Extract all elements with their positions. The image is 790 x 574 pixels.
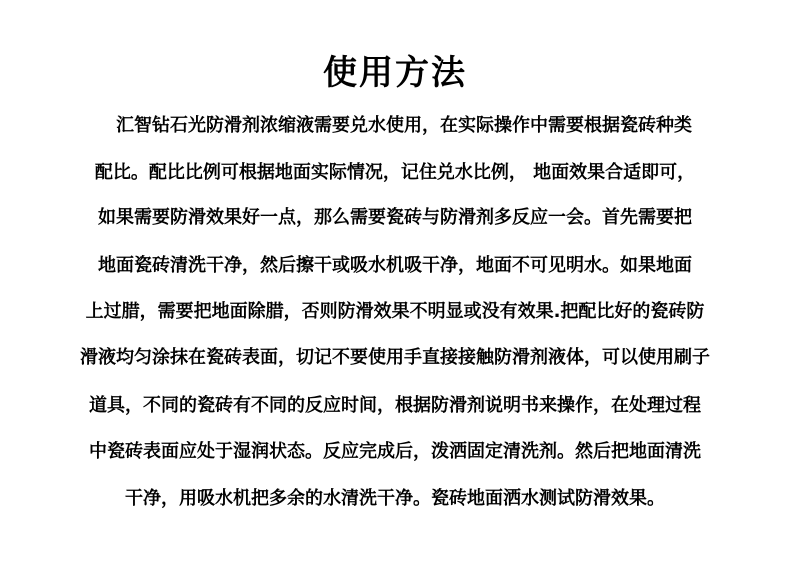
paragraph-line-3: 如果需要防滑效果好一点，那么需要瓷砖与防滑剂多反应一会。首先需要把 bbox=[98, 207, 692, 228]
paragraph-line-6: 滑液均匀涂抹在瓷砖表面，切记不要使用手直接接触防滑剂液体，可以使用刷子 bbox=[80, 347, 710, 368]
paragraph-line-4: 地面瓷砖清洗干净，然后擦干或吸水机吸干净，地面不可见明水。如果地面 bbox=[98, 255, 692, 276]
page-title: 使用方法 bbox=[323, 53, 467, 93]
paragraph-line-8: 中瓷砖表面应处于湿润状态。反应完成后，泼洒固定清洗剂。然后把地面清洗 bbox=[89, 441, 701, 462]
paragraph-line-7: 道具，不同的瓷砖有不同的反应时间，根据防滑剂说明书来操作，在处理过程 bbox=[89, 395, 701, 416]
paragraph-line-2: 配比。配比比例可根据地面实际情况，记住兑水比例， 地面效果合适即可， bbox=[94, 162, 696, 183]
paragraph-line-5: 上过腊，需要把地面除腊，否则防滑效果不明显或没有效果.把配比好的瓷砖防 bbox=[85, 301, 705, 322]
paragraph-line-1: 汇智钻石光防滑剂浓缩液需要兑水使用，在实际操作中需要根据瓷砖种类 bbox=[116, 115, 692, 136]
paragraph-line-9: 干净，用吸水机把多余的水清洗干净。瓷砖地面洒水测试防滑效果。 bbox=[125, 488, 665, 509]
